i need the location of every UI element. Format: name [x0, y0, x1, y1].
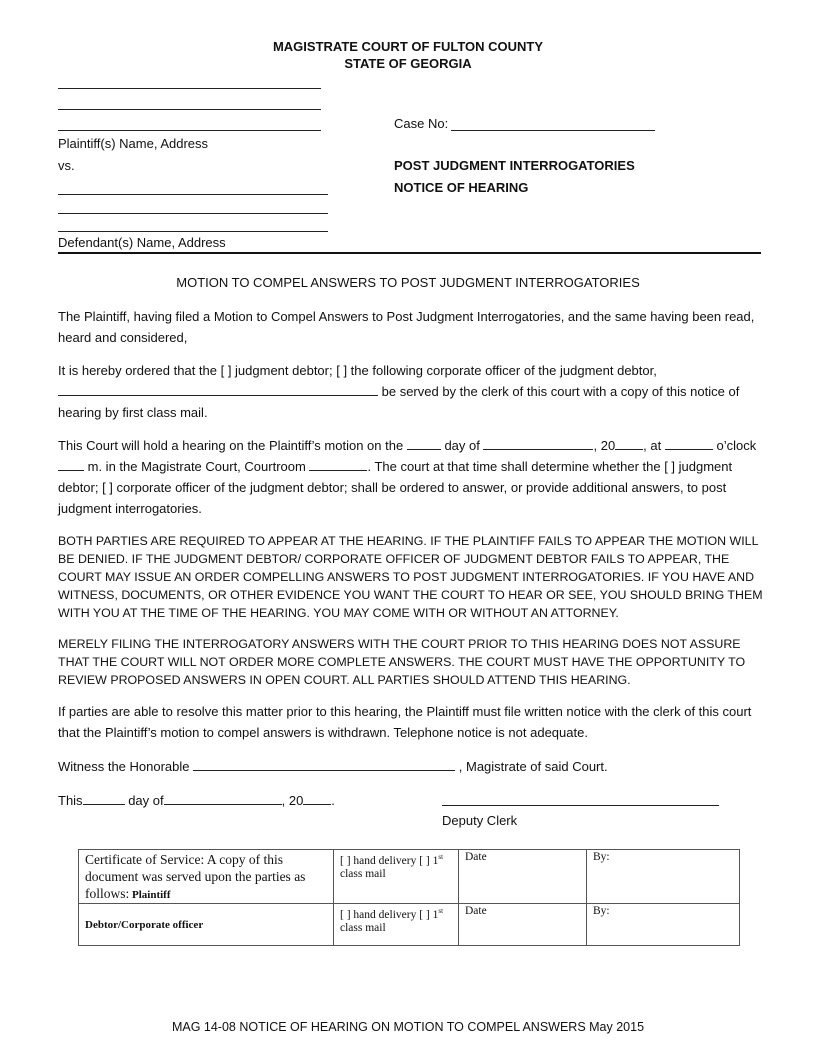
date-month-field[interactable]: [164, 791, 282, 805]
service-row-plaintiff: [79, 850, 740, 904]
courtroom-field[interactable]: [309, 457, 367, 471]
by-label: By:: [593, 905, 610, 917]
hearing-day-field[interactable]: [407, 436, 441, 450]
caption-divider: [58, 252, 761, 254]
corporate-officer-field[interactable]: [58, 382, 378, 396]
cert-cell: [79, 850, 334, 904]
date-label: Date: [465, 905, 487, 917]
defendant-line-2[interactable]: [58, 213, 328, 214]
paragraph-appearance-warning: BOTH PARTIES ARE REQUIRED TO APPEAR AT THE HEARING. IF THE PLAINTIFF FAILS TO APPEAR THE MOTION WILL BE DENIED. IF THE JUDGMENT DEBTOR/ CORPORATE OFFICER OF JUDGMENT DEBTOR FAILS TO APPEAR, THE COURT MAY ISSUE AN ORDER COMPELLING ANSWERS TO POST JUDGMENT INTERROGATORIES. IF YOU HAVE AND WITNESS, DOCUMENTS, OR OTHER EVIDENCE YOU WANT THE COURT TO HEAR OR SEE, YOU SHOULD BRING THEM WITH YOU AT THE TIME OF THE HEARING. YOU MAY COME WITH OR WITHOUT AN ATTORNEY.: [58, 534, 763, 620]
form-footer: MAG 14-08 NOTICE OF HEARING ON MOTION TO COMPEL ANSWERS May 2015: [171, 1020, 645, 1034]
date-text-d: .: [331, 793, 335, 808]
plaintiff-line-3[interactable]: [58, 130, 321, 131]
plaintiff-label: Plaintiff(s) Name, Address: [58, 136, 209, 151]
paragraph-resolution: If parties are able to resolve this matter prior to this hearing, the Plaintiff must file written notice with the clerk of this court that the Plaintiff’s motion to compel answers is withdrawn. Telephone notice is not adequate.: [58, 704, 752, 740]
hearing-text-g: . The court at that time shall determine whether the [ ] judgment debtor; [ ] corporate officer of the judgment debtor; shall be ordered to answer, or provide additional answers, to post judgment interrogatories.: [58, 459, 733, 516]
witness-text-a: Witness the Honorable: [58, 759, 190, 774]
hearing-time-field[interactable]: [665, 436, 713, 450]
order-text-b: be served by the clerk of this court with a copy of this notice of hearing by first class mail.: [58, 384, 740, 420]
by-label: By:: [593, 851, 610, 863]
versus-label: vs.: [58, 158, 75, 173]
case-no-label: Case No:: [394, 116, 449, 131]
order-text-a: It is hereby ordered that the [ ] judgment debtor; [ ] the following corporate officer of the judgment debtor,: [58, 363, 657, 378]
hearing-ampm-field[interactable]: [58, 457, 84, 471]
delivery-sup: st: [438, 853, 444, 861]
service-row-debtor: [79, 904, 740, 946]
date-line: [58, 790, 378, 811]
hearing-text-f: m. in the Magistrate Court, Courtroom: [87, 459, 306, 474]
date-day-field[interactable]: [83, 791, 125, 805]
hearing-text-e: o’clock: [716, 438, 757, 453]
paragraph-order: [58, 360, 763, 423]
delivery-text-2: class mail: [340, 867, 386, 880]
hearing-month-field[interactable]: [483, 436, 593, 450]
deputy-clerk-signature-line[interactable]: [442, 805, 719, 806]
plaintiff-line-1[interactable]: [58, 88, 321, 89]
magistrate-name-field[interactable]: [193, 757, 455, 771]
hearing-text-c: , 20: [593, 438, 616, 453]
date-year-field[interactable]: [303, 791, 331, 805]
date-cell-plaintiff[interactable]: [459, 850, 587, 904]
date-text-a: This: [58, 793, 83, 808]
cert-plaintiff: Plaintiff: [132, 889, 171, 901]
cert-text: Certificate of Service: A copy of this document was served upon the parties as follows:: [85, 852, 306, 901]
state-name: STATE OF GEORGIA: [344, 56, 472, 71]
paragraph-considered: The Plaintiff, having filed a Motion to Compel Answers to Post Judgment Interrogatories, and the same having been read, heard and considered,: [58, 309, 755, 345]
paragraph-hearing: [58, 435, 763, 519]
date-text-c: , 20: [281, 793, 304, 808]
delivery-method-plaintiff[interactable]: [334, 850, 459, 904]
delivery-text-1: [ ] hand delivery [ ] 1: [340, 908, 439, 921]
by-cell-plaintiff[interactable]: [587, 850, 740, 904]
defendant-line-1[interactable]: [58, 194, 328, 195]
defendant-line-3[interactable]: [58, 231, 328, 232]
doc-title-notice: NOTICE OF HEARING: [394, 180, 529, 195]
case-no-field[interactable]: [451, 130, 655, 131]
delivery-text-2: class mail: [340, 921, 386, 934]
paragraph-filing-warning: MERELY FILING THE INTERROGATORY ANSWERS WITH THE COURT PRIOR TO THIS HEARING DOES NOT ASSURE THAT THE COURT WILL NOT ORDER MORE COMPLETE ANSWERS. THE COURT MUST HAVE THE OPPORTUNITY TO REVIEW PROPOSED ANSWERS IN OPEN COURT. ALL PARTIES SHOULD ATTEND THIS HEARING.: [58, 637, 746, 687]
hearing-text-b: day of: [444, 438, 480, 453]
date-cell-debtor[interactable]: [459, 904, 587, 946]
hearing-text-a: This Court will hold a hearing on the Plaintiff’s motion on the: [58, 438, 404, 453]
deputy-clerk-label: Deputy Clerk: [442, 813, 518, 828]
by-cell-debtor[interactable]: [587, 904, 740, 946]
witness-text-b: , Magistrate of said Court.: [458, 759, 608, 774]
witness-line: [58, 756, 763, 777]
defendant-label: Defendant(s) Name, Address: [58, 235, 226, 250]
hearing-text-d: , at: [643, 438, 662, 453]
date-label: Date: [465, 851, 487, 863]
date-text-b: day of: [128, 793, 164, 808]
motion-title: MOTION TO COMPEL ANSWERS TO POST JUDGMENT INTERROGATORIES: [176, 275, 640, 290]
certificate-of-service-table: [78, 849, 740, 946]
debtor-label: Debtor/Corporate officer: [85, 918, 204, 931]
debtor-cell: [79, 904, 334, 946]
delivery-method-debtor[interactable]: [334, 904, 459, 946]
doc-title-interrogatories: POST JUDGMENT INTERROGATORIES: [394, 158, 635, 173]
court-name: MAGISTRATE COURT OF FULTON COUNTY: [272, 39, 544, 54]
delivery-sup: st: [438, 907, 444, 915]
delivery-text-1: [ ] hand delivery [ ] 1: [340, 854, 439, 867]
plaintiff-line-2[interactable]: [58, 109, 321, 110]
hearing-year-field[interactable]: [615, 436, 643, 450]
